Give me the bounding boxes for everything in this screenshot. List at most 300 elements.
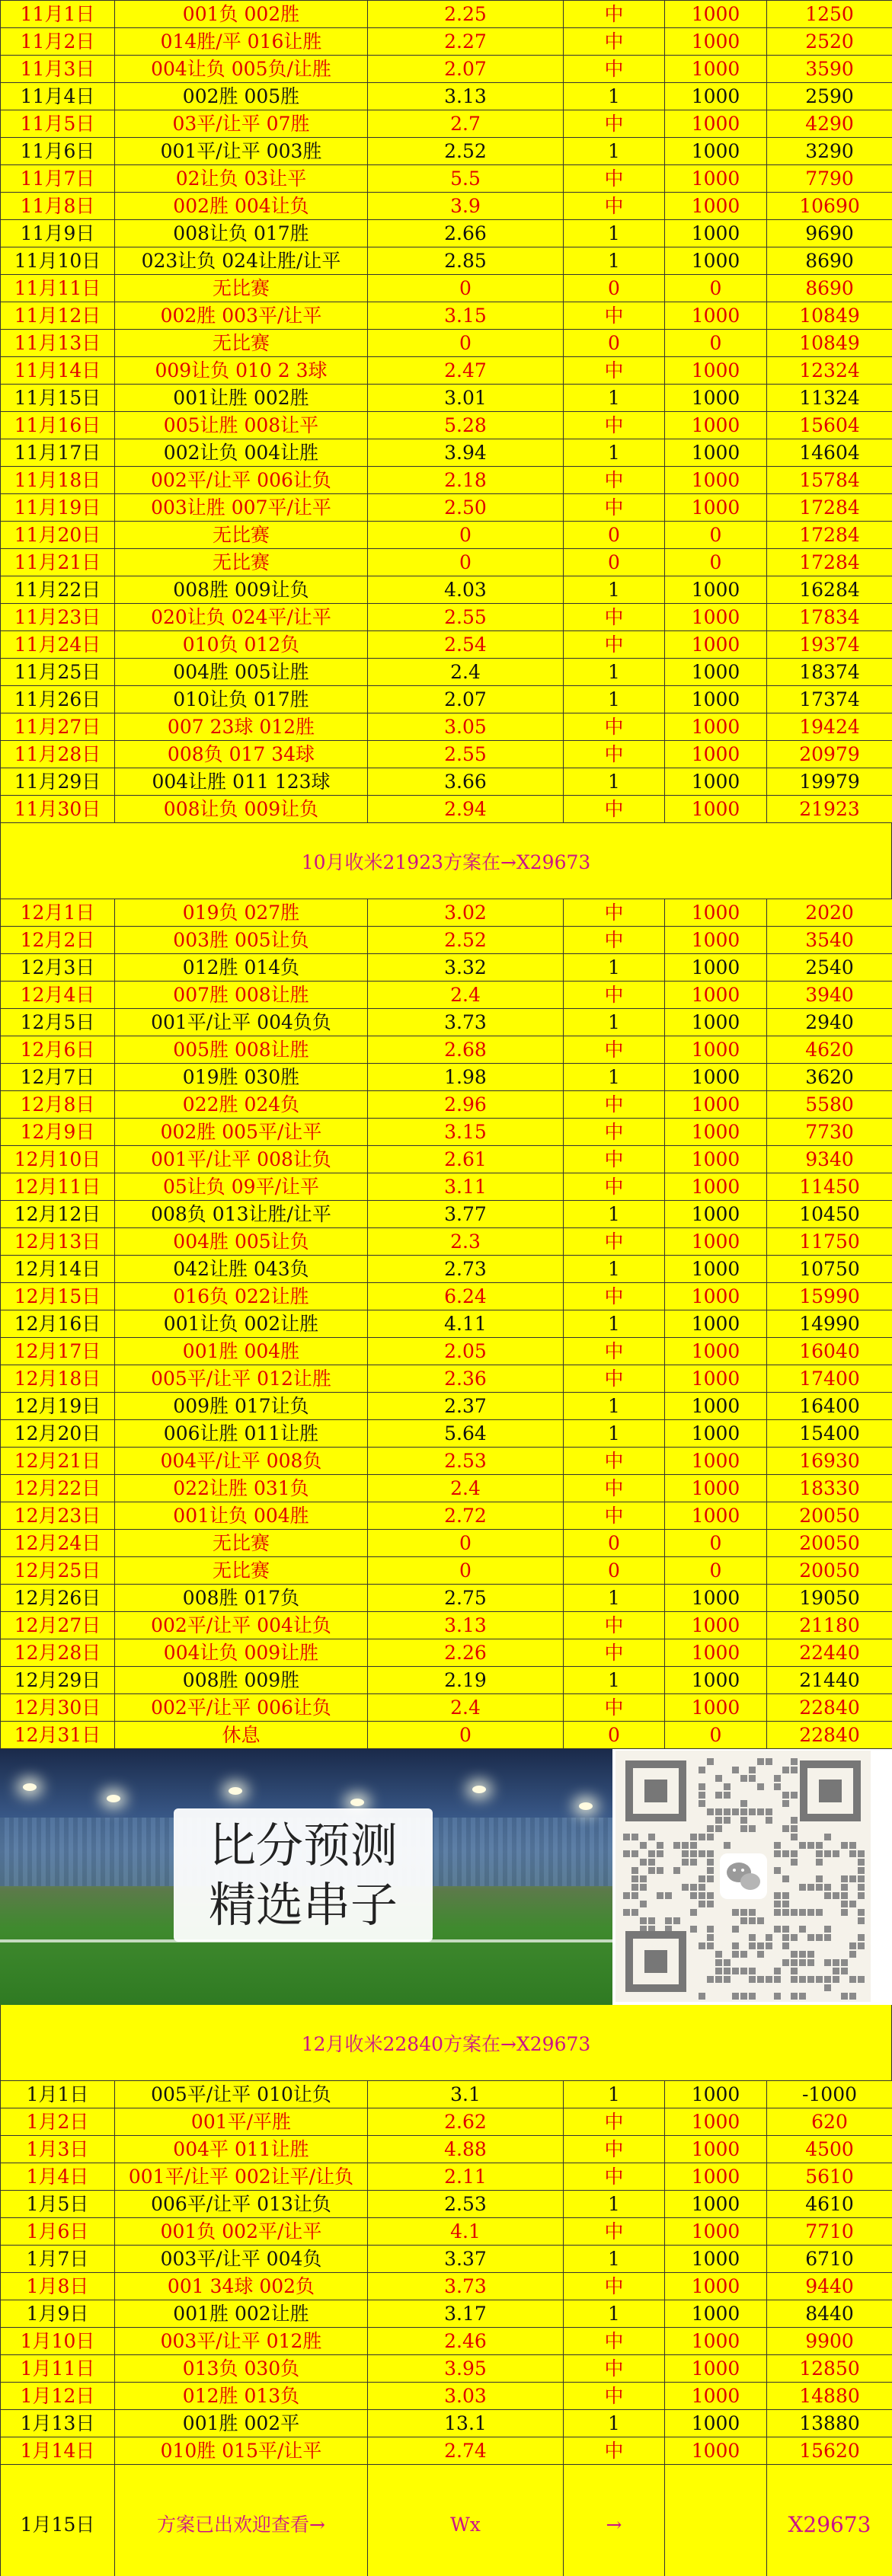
cell-stake: 1000 [665,494,767,522]
cell-match: 002平/让平 006让负 [115,1694,368,1722]
cell-total: 10450 [767,1201,892,1228]
cell-odds: 5.28 [368,412,564,439]
cell-date: 1月6日 [1,2218,115,2246]
cell-stake: 1000 [665,2273,767,2300]
cell-date: 12月18日 [1,1365,115,1393]
table-row [1,796,892,823]
cell-stake: 1000 [665,2246,767,2273]
cell-date: 12月2日 [1,927,115,954]
cell-stake: 0 [665,549,767,576]
cell-date: 1月13日 [1,2410,115,2437]
cell-stake: 1000 [665,686,767,713]
cell-stake: 1000 [665,741,767,768]
cell-odds: 2.36 [368,1365,564,1393]
cell-date: 11月23日 [1,604,115,631]
cell-stake: 1000 [665,467,767,494]
qr-code[interactable] [615,1751,871,2002]
final-contact-id[interactable]: X29673 [767,2465,892,2576]
cell-odds: 3.11 [368,1173,564,1201]
cell-match: 001平/平胜 [115,2108,368,2136]
cell-odds: 3.32 [368,954,564,982]
cell-odds: 3.15 [368,1119,564,1146]
table-row [1,1036,892,1064]
cell-odds: 0 [368,1722,564,1749]
cell-stake: 0 [665,1530,767,1557]
cell-odds: 3.95 [368,2355,564,2383]
cell-stake: 1000 [665,138,767,165]
cell-result: 1 [564,659,665,686]
cell-result: 1 [564,439,665,467]
cell-odds: 2.53 [368,2191,564,2218]
cell-total: 10750 [767,1256,892,1283]
cell-stake: 0 [665,1722,767,1749]
cell-result: 1 [564,138,665,165]
cell-total: 3940 [767,982,892,1009]
cell-stake: 1000 [665,899,767,927]
cell-result: 中 [564,1,665,28]
cell-result: 中 [564,1639,665,1667]
cell-odds: 2.4 [368,659,564,686]
table-row [1,1557,892,1585]
cell-match: 003平/让平 012胜 [115,2328,368,2355]
cell-total: 2520 [767,28,892,56]
table-row [1,2383,892,2410]
cell-match: 002平/让平 006让负 [115,467,368,494]
cell-date: 11月16日 [1,412,115,439]
cell-stake: 1000 [665,193,767,220]
cell-result: 中 [564,1036,665,1064]
cell-total: 10690 [767,193,892,220]
cell-match: 004平 011让胜 [115,2136,368,2163]
table-row [1,1448,892,1475]
cell-match: 020让负 024平/让平 [115,604,368,631]
cell-stake: 1000 [665,1639,767,1667]
promo-line-2: 精选串子 [208,1876,398,1933]
table-row [1,2081,892,2108]
floodlight [23,1783,37,1791]
cell-match: 005让胜 008让平 [115,412,368,439]
cell-match: 010胜 015平/让平 [115,2437,368,2465]
cell-stake: 0 [665,330,767,357]
cell-result: 中 [564,1173,665,1201]
floodlight [229,1787,242,1795]
cell-date: 12月29日 [1,1667,115,1694]
cell-result: 1 [564,1420,665,1448]
table-row [1,741,892,768]
promo-line-1: 比分预测 [208,1817,398,1873]
cell-date: 11月30日 [1,796,115,823]
cell-odds: 3.15 [368,302,564,330]
cell-match: 02让负 03让平 [115,165,368,193]
cell-result: 中 [564,2273,665,2300]
cell-date: 11月1日 [1,1,115,28]
cell-date: 12月17日 [1,1338,115,1365]
cell-result: 0 [564,1557,665,1585]
cell-total: 11450 [767,1173,892,1201]
table-row [1,138,892,165]
table-row [1,1173,892,1201]
cell-odds: 3.77 [368,1201,564,1228]
cell-result: 1 [564,385,665,412]
cell-match: 009胜 017让负 [115,1393,368,1420]
table-row [1,275,892,302]
cell-stake: 1000 [665,357,767,385]
cell-total: 9440 [767,2273,892,2300]
cell-total: 9690 [767,220,892,247]
cell-total: 10849 [767,330,892,357]
cell-odds: 2.3 [368,1228,564,1256]
cell-match: 008让负 017胜 [115,220,368,247]
table-row [1,1201,892,1228]
cell-match: 019负 027胜 [115,899,368,927]
cell-result: 中 [564,2163,665,2191]
cell-total: 19424 [767,713,892,741]
cell-result: 1 [564,2246,665,2273]
cell-odds: 3.01 [368,385,564,412]
cell-total: 2020 [767,899,892,927]
cell-odds: 2.75 [368,1585,564,1612]
table-row [1,1612,892,1639]
cell-stake: 1000 [665,2300,767,2328]
november-table-body [1,1,892,823]
cell-result: 中 [564,2328,665,2355]
table-row [1,1365,892,1393]
cell-match: 001胜 002平 [115,2410,368,2437]
table-row [1,713,892,741]
cell-match: 014胜/平 016让胜 [115,28,368,56]
table-row [1,686,892,713]
cell-match: 无比赛 [115,1557,368,1585]
final-date: 1月15日 [1,2465,115,2576]
cell-total: 11750 [767,1228,892,1256]
floodlight [350,1799,364,1806]
cell-date: 12月25日 [1,1557,115,1585]
november-table [0,0,892,823]
cell-match: 008负 017 34球 [115,741,368,768]
november-summary-banner: 10月收米21923方案在→X29673 [0,823,892,899]
cell-result: 1 [564,1201,665,1228]
table-row [1,83,892,110]
cell-match: 002胜 003平/让平 [115,302,368,330]
cell-date: 1月2日 [1,2108,115,2136]
cell-odds: 2.27 [368,28,564,56]
cell-odds: 0 [368,1557,564,1585]
cell-total: 9340 [767,1146,892,1173]
cell-date: 1月14日 [1,2437,115,2465]
cell-stake: 1000 [665,1393,767,1420]
table-row [1,1119,892,1146]
cell-date: 12月15日 [1,1283,115,1310]
cell-match: 无比赛 [115,330,368,357]
cell-match: 013负 030负 [115,2355,368,2383]
cell-total: 16400 [767,1393,892,1420]
cell-result: 中 [564,494,665,522]
cell-match: 023让负 024让胜/让平 [115,247,368,275]
cell-result: 中 [564,2108,665,2136]
cell-total: 2590 [767,83,892,110]
january-table [0,2080,892,2576]
cell-match: 004胜 005让胜 [115,659,368,686]
cell-match: 001平/让平 002让平/让负 [115,2163,368,2191]
cell-total: 14880 [767,2383,892,2410]
cell-date: 1月1日 [1,2081,115,2108]
table-row [1,56,892,83]
cell-result: 中 [564,2355,665,2383]
cell-total: 4620 [767,1036,892,1064]
table-row [1,302,892,330]
cell-total: 3620 [767,1064,892,1091]
cell-match: 007 23球 012胜 [115,713,368,741]
cell-odds: 3.17 [368,2300,564,2328]
final-wx: Wx [368,2465,564,2576]
cell-date: 1月11日 [1,2355,115,2383]
cell-date: 12月23日 [1,1502,115,1530]
cell-total: 15604 [767,412,892,439]
cell-odds: 3.9 [368,193,564,220]
cell-stake: 1000 [665,1256,767,1283]
cell-result: 中 [564,28,665,56]
cell-match: 001让负 002让胜 [115,1310,368,1338]
table-row [1,2328,892,2355]
cell-odds: 2.55 [368,741,564,768]
cell-stake: 1000 [665,28,767,56]
table-row [1,467,892,494]
cell-result: 1 [564,1585,665,1612]
table-row [1,1146,892,1173]
cell-total: 13880 [767,2410,892,2437]
cell-result: 1 [564,686,665,713]
cell-total: 14990 [767,1310,892,1338]
cell-total: 22440 [767,1639,892,1667]
cell-odds: 2.11 [368,2163,564,2191]
cell-result: 中 [564,982,665,1009]
cell-match: 005平/让平 010让负 [115,2081,368,2108]
cell-result: 0 [564,1530,665,1557]
cell-odds: 2.4 [368,982,564,1009]
cell-date: 12月14日 [1,1256,115,1283]
final-empty [665,2465,767,2576]
cell-odds: 3.13 [368,1612,564,1639]
cell-total: 2540 [767,954,892,982]
cell-date: 12月16日 [1,1310,115,1338]
cell-date: 11月20日 [1,522,115,549]
cell-result: 中 [564,2218,665,2246]
cell-stake: 1000 [665,631,767,659]
cell-total: 7790 [767,165,892,193]
cell-stake: 1000 [665,1064,767,1091]
cell-odds: 2.66 [368,220,564,247]
cell-stake: 1000 [665,385,767,412]
cell-odds: 2.37 [368,1393,564,1420]
cell-date: 1月7日 [1,2246,115,2273]
cell-odds: 0 [368,330,564,357]
cell-odds: 2.55 [368,604,564,631]
cell-match: 019胜 030胜 [115,1064,368,1091]
cell-stake: 1000 [665,1,767,28]
cell-result: 0 [564,549,665,576]
table-row [1,1393,892,1420]
cell-result: 中 [564,1228,665,1256]
cell-match: 004平/让平 008负 [115,1448,368,1475]
cell-stake: 1000 [665,412,767,439]
cell-date: 11月17日 [1,439,115,467]
cell-date: 12月4日 [1,982,115,1009]
cell-date: 12月12日 [1,1201,115,1228]
cell-stake: 1000 [665,1667,767,1694]
cell-total: 620 [767,2108,892,2136]
cell-total: 4610 [767,2191,892,2218]
cell-odds: 2.52 [368,927,564,954]
cell-result: 1 [564,2300,665,2328]
cell-odds: 2.62 [368,2108,564,2136]
table-row [1,1338,892,1365]
cell-total: 20050 [767,1502,892,1530]
cell-odds: 2.07 [368,686,564,713]
cell-match: 010负 012负 [115,631,368,659]
cell-odds: 5.5 [368,165,564,193]
cell-result: 0 [564,275,665,302]
cell-total: 5610 [767,2163,892,2191]
table-row [1,631,892,659]
cell-date: 11月3日 [1,56,115,83]
cell-match: 022胜 024负 [115,1091,368,1119]
cell-total: 20050 [767,1557,892,1585]
cell-date: 11月13日 [1,330,115,357]
table-row [1,1256,892,1283]
cell-result: 中 [564,1146,665,1173]
cell-total: 15990 [767,1283,892,1310]
cell-stake: 1000 [665,659,767,686]
cell-odds: 1.98 [368,1064,564,1091]
cell-result: 中 [564,631,665,659]
cell-stake: 1000 [665,1228,767,1256]
cell-odds: 13.1 [368,2410,564,2437]
table-row [1,1585,892,1612]
cell-total: 17284 [767,522,892,549]
cell-odds: 0 [368,522,564,549]
table-row [1,28,892,56]
cell-stake: 1000 [665,1283,767,1310]
table-row [1,2410,892,2437]
cell-stake: 1000 [665,302,767,330]
cell-stake: 1000 [665,2108,767,2136]
cell-match: 008胜 017负 [115,1585,368,1612]
cell-total: 8690 [767,247,892,275]
cell-stake: 1000 [665,439,767,467]
cell-date: 1月12日 [1,2383,115,2410]
cell-stake: 1000 [665,2191,767,2218]
january-table-body [1,2081,892,2465]
cell-odds: 2.85 [368,247,564,275]
cell-date: 12月31日 [1,1722,115,1749]
table-row [1,2108,892,2136]
cell-match: 003胜 005让负 [115,927,368,954]
cell-total: 17400 [767,1365,892,1393]
cell-match: 008胜 009胜 [115,1667,368,1694]
cell-odds: 2.74 [368,2437,564,2465]
cell-odds: 2.54 [368,631,564,659]
promo-banner[interactable] [0,1749,892,2005]
cell-stake: 1000 [665,2218,767,2246]
cell-stake: 0 [665,275,767,302]
cell-match: 007胜 008让胜 [115,982,368,1009]
cell-match: 002平/让平 004让负 [115,1612,368,1639]
cell-match: 012胜 014负 [115,954,368,982]
cell-total: 3290 [767,138,892,165]
cell-result: 1 [564,576,665,604]
cell-stake: 1000 [665,768,767,796]
cell-match: 009让负 010 2 3球 [115,357,368,385]
cell-result: 中 [564,741,665,768]
cell-result: 中 [564,1091,665,1119]
table-row [1,1639,892,1667]
cell-stake: 1000 [665,1173,767,1201]
table-row [1,1420,892,1448]
cell-odds: 4.03 [368,576,564,604]
qr-code-graphic [615,1751,871,2002]
cell-result: 中 [564,467,665,494]
december-table [0,899,892,1749]
cell-total: 17284 [767,494,892,522]
cell-result: 中 [564,1612,665,1639]
cell-date: 12月11日 [1,1173,115,1201]
cell-total: 18330 [767,1475,892,1502]
cell-match: 001胜 002让胜 [115,2300,368,2328]
table-row [1,768,892,796]
cell-total: 16284 [767,576,892,604]
table-row [1,2163,892,2191]
cell-total: 15620 [767,2437,892,2465]
cell-odds: 2.7 [368,110,564,138]
cell-date: 12月10日 [1,1146,115,1173]
cell-date: 12月26日 [1,1585,115,1612]
cell-match: 休息 [115,1722,368,1749]
cell-odds: 2.68 [368,1036,564,1064]
cell-date: 11月5日 [1,110,115,138]
table-row [1,1722,892,1749]
cell-stake: 1000 [665,2081,767,2108]
cell-result: 中 [564,1119,665,1146]
cell-match: 010让负 017胜 [115,686,368,713]
table-row [1,1283,892,1310]
promo-card [174,1808,433,1942]
table-row [1,1310,892,1338]
floodlight [472,1786,486,1793]
cell-result: 1 [564,954,665,982]
cell-result: 中 [564,1448,665,1475]
cell-odds: 2.73 [368,1256,564,1283]
cell-date: 11月22日 [1,576,115,604]
cell-total: 8440 [767,2300,892,2328]
cell-date: 11月4日 [1,83,115,110]
cell-result: 中 [564,412,665,439]
cell-total: 3540 [767,927,892,954]
cell-stake: 1000 [665,83,767,110]
floodlight [107,1795,120,1802]
table-row [1,1228,892,1256]
cell-date: 11月11日 [1,275,115,302]
table-row [1,2273,892,2300]
cell-result: 1 [564,2410,665,2437]
cell-stake: 1000 [665,1448,767,1475]
cell-odds: 2.96 [368,1091,564,1119]
cell-odds: 2.94 [368,796,564,823]
cell-match: 001平/让平 008让负 [115,1146,368,1173]
cell-total: 21440 [767,1667,892,1694]
cell-total: 2940 [767,1009,892,1036]
cell-date: 11月28日 [1,741,115,768]
table-row [1,412,892,439]
